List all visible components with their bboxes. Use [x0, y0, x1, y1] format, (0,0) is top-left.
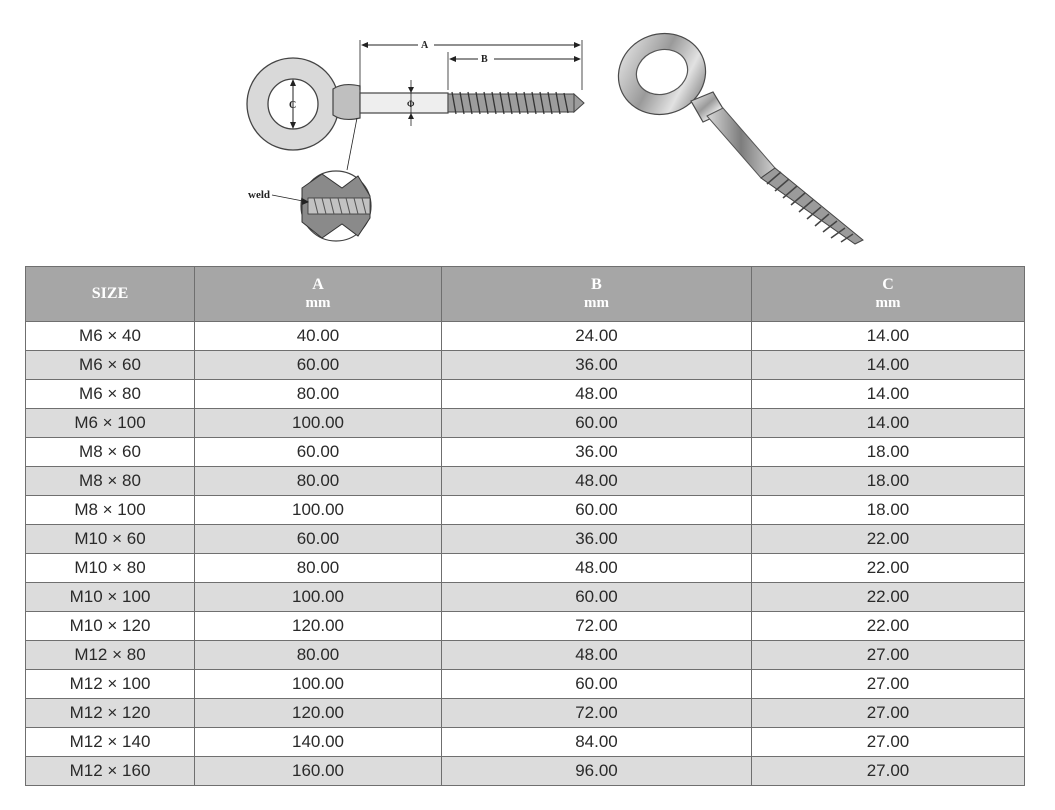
- table-row: [26, 438, 1025, 467]
- table-row: [26, 554, 1025, 583]
- cell-c: 14.00: [752, 409, 1025, 438]
- cell-a: 160.00: [195, 757, 442, 786]
- collar: [333, 85, 360, 120]
- cell-a: 60.00: [195, 351, 442, 380]
- cell-c: 14.00: [752, 380, 1025, 409]
- cell-c: 14.00: [752, 322, 1025, 351]
- header-a: [195, 267, 442, 322]
- table-row: [26, 583, 1025, 612]
- shank: [360, 93, 448, 113]
- cell-a: 60.00: [195, 438, 442, 467]
- cell-size: M6 × 60: [26, 351, 195, 380]
- cell-b: 48.00: [442, 641, 752, 670]
- cell-size: M10 × 120: [26, 612, 195, 641]
- cell-a: 80.00: [195, 641, 442, 670]
- dimension-b-label: B: [481, 54, 488, 65]
- table-row: [26, 757, 1025, 786]
- cell-a: 100.00: [195, 583, 442, 612]
- product-photo: [605, 0, 875, 262]
- cell-a: 60.00: [195, 525, 442, 554]
- cell-c: 14.00: [752, 351, 1025, 380]
- table-row: [26, 670, 1025, 699]
- spec-table: [25, 266, 1025, 786]
- cell-size: M6 × 80: [26, 380, 195, 409]
- table-row: [26, 351, 1025, 380]
- cell-b: 36.00: [442, 525, 752, 554]
- cell-size: M12 × 120: [26, 699, 195, 728]
- cell-b: 36.00: [442, 351, 752, 380]
- cell-c: 18.00: [752, 496, 1025, 525]
- cell-size: M12 × 140: [26, 728, 195, 757]
- cell-size: M6 × 100: [26, 409, 195, 438]
- cell-size: M8 × 80: [26, 467, 195, 496]
- table-row: [26, 641, 1025, 670]
- cell-a: 80.00: [195, 554, 442, 583]
- header-c-unit: mm: [875, 295, 901, 311]
- cell-a: 100.00: [195, 670, 442, 699]
- weld-label: weld: [248, 189, 270, 201]
- cell-a: 140.00: [195, 728, 442, 757]
- diameter-label: Φ: [407, 99, 415, 109]
- cell-c: 27.00: [752, 728, 1025, 757]
- table-row: [26, 467, 1025, 496]
- cell-size: M6 × 40: [26, 322, 195, 351]
- cell-c: 22.00: [752, 583, 1025, 612]
- cell-b: 24.00: [442, 322, 752, 351]
- cell-a: 40.00: [195, 322, 442, 351]
- cell-b: 72.00: [442, 699, 752, 728]
- cell-a: 120.00: [195, 699, 442, 728]
- technical-drawing: [0, 0, 600, 262]
- header-b: [442, 267, 752, 322]
- cell-c: 27.00: [752, 757, 1025, 786]
- header-size: [26, 267, 195, 322]
- weld-detail: [301, 171, 371, 241]
- cell-b: 60.00: [442, 496, 752, 525]
- cell-b: 72.00: [442, 612, 752, 641]
- cell-size: M12 × 100: [26, 670, 195, 699]
- cell-size: M8 × 100: [26, 496, 195, 525]
- table-row: [26, 496, 1025, 525]
- cell-a: 80.00: [195, 380, 442, 409]
- table-body: [26, 322, 1025, 786]
- cell-c: 22.00: [752, 554, 1025, 583]
- cell-c: 27.00: [752, 699, 1025, 728]
- cell-b: 36.00: [442, 438, 752, 467]
- table-row: [26, 699, 1025, 728]
- cell-b: 60.00: [442, 670, 752, 699]
- header-size-label: SIZE: [91, 285, 129, 302]
- figure-area: [0, 0, 1055, 262]
- table-row: [26, 322, 1025, 351]
- cell-c: 18.00: [752, 467, 1025, 496]
- cell-c: 18.00: [752, 438, 1025, 467]
- cell-b: 48.00: [442, 467, 752, 496]
- cell-a: 100.00: [195, 496, 442, 525]
- cell-c: 27.00: [752, 670, 1025, 699]
- table-row: [26, 728, 1025, 757]
- cell-a: 120.00: [195, 612, 442, 641]
- header-c: [752, 267, 1025, 322]
- cell-size: M10 × 80: [26, 554, 195, 583]
- header-b-unit: mm: [584, 295, 609, 311]
- cell-a: 100.00: [195, 409, 442, 438]
- cell-size: M10 × 100: [26, 583, 195, 612]
- header-a-label: A: [312, 276, 324, 293]
- table-row: [26, 380, 1025, 409]
- cell-b: 60.00: [442, 409, 752, 438]
- cell-c: 27.00: [752, 641, 1025, 670]
- header-a-unit: mm: [305, 295, 331, 311]
- dimension-c-label: C: [289, 100, 297, 111]
- cell-b: 60.00: [442, 583, 752, 612]
- table-row: [26, 409, 1025, 438]
- table-row: [26, 525, 1025, 554]
- cell-size: M10 × 60: [26, 525, 195, 554]
- cell-a: 80.00: [195, 467, 442, 496]
- cell-b: 96.00: [442, 757, 752, 786]
- table-header-row: [26, 267, 1025, 322]
- eye-bolt-illustration: [607, 21, 863, 244]
- dimension-a-label: A: [421, 40, 429, 51]
- cell-b: 48.00: [442, 380, 752, 409]
- cell-size: M8 × 60: [26, 438, 195, 467]
- table-row: [26, 612, 1025, 641]
- header-b-label: B: [591, 276, 602, 293]
- thread: [448, 92, 584, 114]
- cell-b: 48.00: [442, 554, 752, 583]
- cell-size: M12 × 160: [26, 757, 195, 786]
- cell-size: M12 × 80: [26, 641, 195, 670]
- cell-c: 22.00: [752, 525, 1025, 554]
- cell-c: 22.00: [752, 612, 1025, 641]
- cell-b: 84.00: [442, 728, 752, 757]
- header-c-label: C: [882, 276, 894, 293]
